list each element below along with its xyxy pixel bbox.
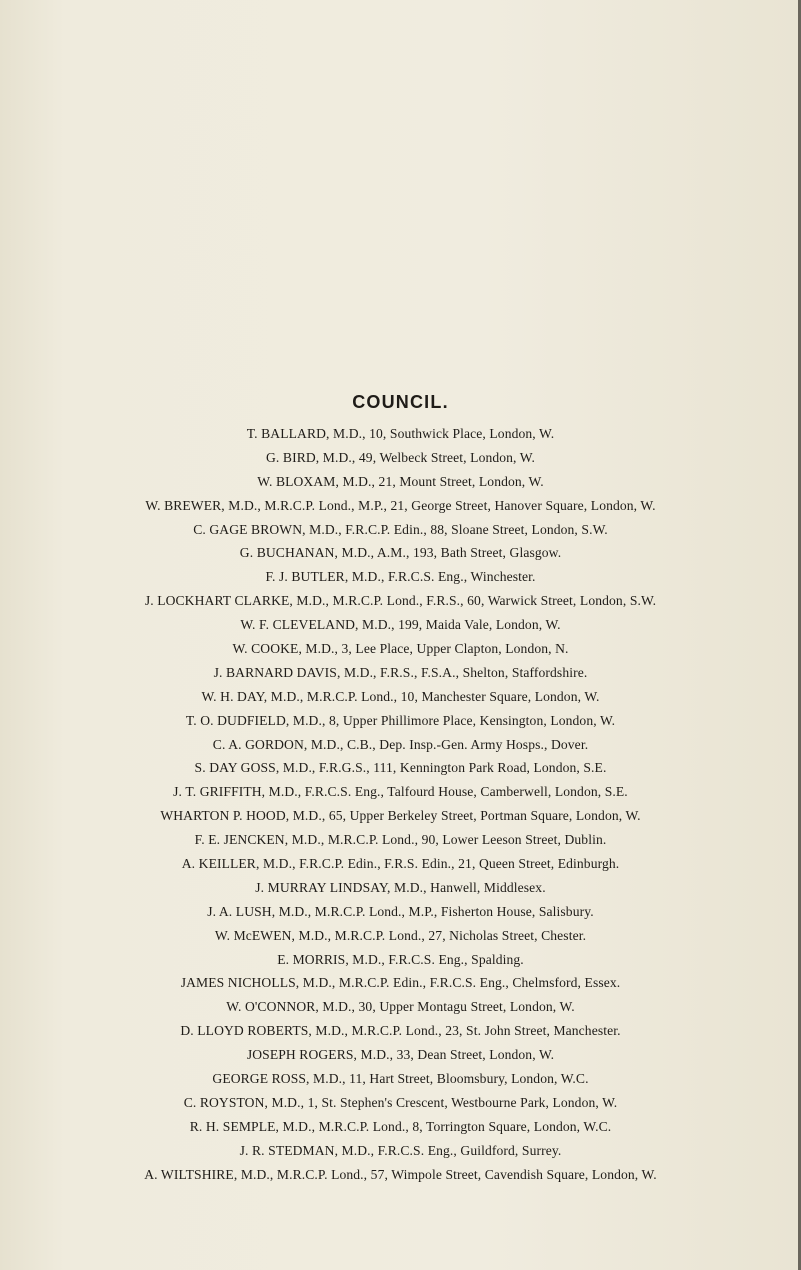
council-member: W. BREWER, M.D., M.R.C.P. Lond., M.P., 21, George Street, Hanover Square, London, W. bbox=[145, 497, 656, 513]
council-member: R. H. SEMPLE, M.D., M.R.C.P. Lond., 8, Torrington Square, London, W.C. bbox=[189, 1118, 612, 1134]
council-member: J. BARNARD DAVIS, M.D., F.R.S., F.S.A., Shelton, Staffordshire. bbox=[213, 664, 588, 680]
council-member: C. ROYSTON, M.D., 1, St. Stephen's Crescent, Westbourne Park, London, W. bbox=[183, 1094, 618, 1110]
council-member: GEORGE ROSS, M.D., 11, Hart Street, Bloomsbury, London, W.C. bbox=[212, 1071, 589, 1087]
council-member: C. A. GORDON, M.D., C.B., Dep. Insp.-Gen. Army Hosps., Dover. bbox=[212, 736, 589, 752]
council-member: W. O'CONNOR, M.D., 30, Upper Montagu Street, London, W. bbox=[226, 999, 575, 1015]
council-member: T. O. DUDFIELD, M.D., 8, Upper Phillimore Place, Kensington, London, W. bbox=[185, 712, 616, 728]
council-member: F. J. BUTLER, M.D., F.R.C.S. Eng., Winchester. bbox=[265, 569, 536, 585]
council-member: E. MORRIS, M.D., F.R.C.S. Eng., Spalding. bbox=[277, 951, 524, 967]
council-member: A. KEILLER, M.D., F.R.C.P. Edin., F.R.S. Edin., 21, Queen Street, Edinburgh. bbox=[181, 856, 620, 872]
council-member: S. DAY GOSS, M.D., F.R.G.S., 111, Kennington Park Road, London, S.E. bbox=[194, 760, 607, 776]
council-member: C. GAGE BROWN, M.D., F.R.C.P. Edin., 88, Sloane Street, London, S.W. bbox=[193, 521, 608, 537]
council-member: T. BALLARD, M.D., 10, Southwick Place, London, W. bbox=[246, 426, 555, 441]
page-title: COUNCIL. bbox=[352, 392, 449, 412]
council-member: F. E. JENCKEN, M.D., M.R.C.P. Lond., 90, Lower Leeson Street, Dublin. bbox=[194, 832, 607, 848]
council-member: J. T. GRIFFITH, M.D., F.R.C.S. Eng., Talfourd House, Camberwell, London, S.E. bbox=[173, 784, 628, 800]
council-member: G. BIRD, M.D., 49, Welbeck Street, London, W. bbox=[266, 449, 535, 465]
council-member: W. McEWEN, M.D., M.R.C.P. Lond., 27, Nicholas Street, Chester. bbox=[214, 927, 587, 943]
council-member: J. LOCKHART CLARKE, M.D., M.R.C.P. Lond., F.R.S., 60, Warwick Street, London, S.W. bbox=[144, 593, 657, 609]
council-member: WHARTON P. HOOD, M.D., 65, Upper Berkeley Street, Portman Square, London, W. bbox=[160, 808, 641, 824]
council-member-list bbox=[0, 422, 801, 1187]
council-member: J. A. LUSH, M.D., M.R.C.P. Lond., M.P., Fisherton House, Salisbury. bbox=[207, 903, 594, 919]
council-member: W. COOKE, M.D., 3, Lee Place, Upper Clapton, London, N. bbox=[232, 641, 569, 657]
council-member: J. MURRAY LINDSAY, M.D., Hanwell, Middlesex. bbox=[255, 879, 546, 895]
council-member: A. WILTSHIRE, M.D., M.R.C.P. Lond., 57, Wimpole Street, Cavendish Square, London, W. bbox=[144, 1166, 657, 1182]
council-member: D. LLOYD ROBERTS, M.D., M.R.C.P. Lond., 23, St. John Street, Manchester. bbox=[180, 1023, 621, 1039]
council-member: W. BLOXAM, M.D., 21, Mount Street, London, W. bbox=[257, 473, 544, 489]
council-member: J. R. STEDMAN, M.D., F.R.C.S. Eng., Guildford, Surrey. bbox=[239, 1142, 562, 1158]
council-member: G. BUCHANAN, M.D., A.M., 193, Bath Street, Glasgow. bbox=[239, 545, 562, 561]
council-member: JOSEPH ROGERS, M.D., 33, Dean Street, London, W. bbox=[246, 1047, 555, 1063]
council-member: JAMES NICHOLLS, M.D., M.R.C.P. Edin., F.R.C.S. Eng., Chelmsford, Essex. bbox=[180, 975, 621, 991]
council-member: W. H. DAY, M.D., M.R.C.P. Lond., 10, Manchester Square, London, W. bbox=[201, 688, 600, 704]
council-member: W. F. CLEVELAND, M.D., 199, Maida Vale, London, W. bbox=[240, 617, 561, 633]
